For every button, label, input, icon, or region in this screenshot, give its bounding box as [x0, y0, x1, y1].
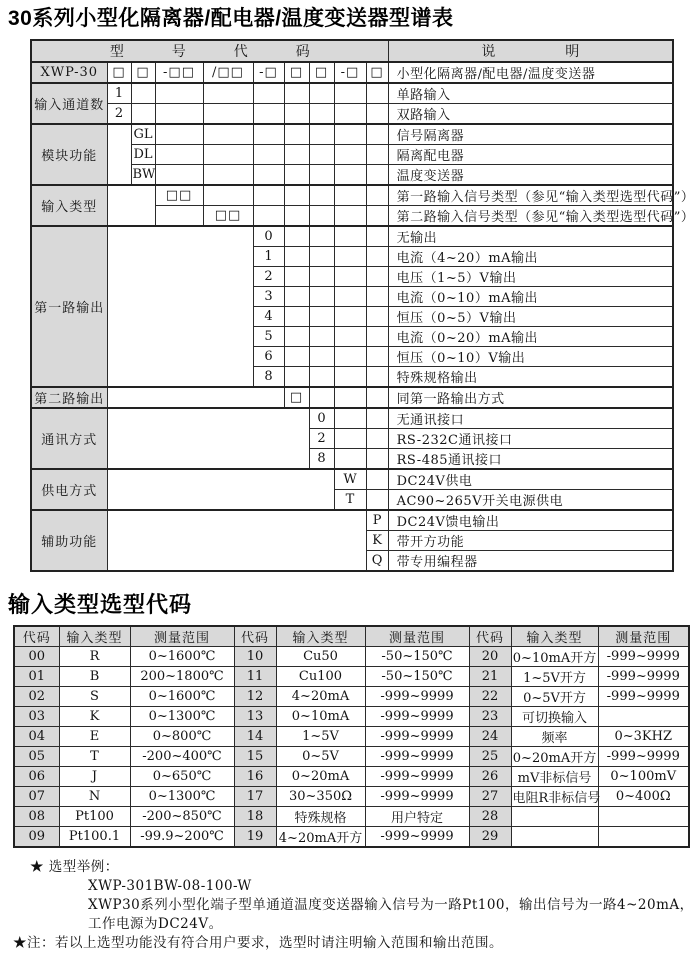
input-type-header: 输入类型	[59, 626, 130, 647]
model-code-header: 型号代码	[31, 40, 388, 62]
empty-cell	[334, 165, 366, 186]
empty-cell	[366, 490, 388, 511]
code-cell: 13	[234, 707, 276, 727]
code-cell: BW	[131, 165, 155, 186]
empty-cell	[253, 83, 284, 104]
empty-cell	[309, 104, 334, 125]
empty-cell	[366, 145, 388, 165]
code-cell: 24	[469, 727, 511, 747]
empty-cell	[309, 347, 334, 367]
code-header: 代码	[14, 626, 59, 647]
input-type-cell: K	[59, 707, 130, 727]
code-cell: 26	[469, 767, 511, 787]
input-type-cell: 0~5V	[276, 747, 365, 767]
code-cell: 2	[107, 104, 131, 125]
code-cell: 20	[469, 647, 511, 667]
code-cell: 08	[14, 807, 59, 827]
star-icon: ★	[30, 859, 44, 875]
example-description-line2: 工作电源为DC24V。	[88, 916, 223, 932]
range-cell: 0~100mV	[598, 767, 689, 787]
empty-cell	[366, 165, 388, 186]
code-cell: 0	[309, 408, 334, 429]
code-cell: 3	[253, 287, 284, 307]
input-type-cell: T	[59, 747, 130, 767]
range-cell: -999~9999	[598, 687, 689, 707]
range-cell: -999~9999	[365, 787, 469, 807]
code-cell: 12	[234, 687, 276, 707]
description-cell: 恒压（0~5）V输出	[388, 307, 673, 327]
range-cell: 0~1600℃	[130, 687, 234, 707]
empty-cell	[284, 206, 309, 227]
range-cell: -50~150℃	[365, 647, 469, 667]
code-cell: K	[366, 531, 388, 551]
range-cell: 0~650℃	[130, 767, 234, 787]
empty-cell	[284, 226, 309, 247]
empty-cell	[334, 449, 366, 470]
empty-cell	[253, 104, 284, 125]
empty-cell	[155, 83, 203, 104]
code-box-cell: -□	[253, 62, 284, 83]
empty-cell	[366, 83, 388, 104]
empty-cell	[366, 287, 388, 307]
empty-cell	[366, 185, 388, 206]
description-cell: 第一路输入信号类型（参见“输入类型选型代码”）	[388, 185, 673, 206]
description-cell: 无通讯接口	[388, 408, 673, 429]
empty-cell	[284, 367, 309, 388]
empty-cell	[334, 145, 366, 165]
empty-cell	[309, 83, 334, 104]
empty-cell	[284, 83, 309, 104]
description-cell: 第二路输入信号类型（参见“输入类型选型代码”）	[388, 206, 673, 227]
lead-empty-cell	[107, 469, 334, 510]
empty-cell	[253, 185, 284, 206]
description-cell: RS-232C通讯接口	[388, 429, 673, 449]
code-box-cell: □	[107, 62, 131, 83]
empty-cell	[366, 247, 388, 267]
description-cell: 电流（0~20）mA输出	[388, 327, 673, 347]
input-type-cell: 0~20mA	[276, 767, 365, 787]
empty-cell	[334, 104, 366, 125]
empty-cell	[309, 247, 334, 267]
empty-cell	[334, 267, 366, 287]
range-cell: -999~9999	[365, 767, 469, 787]
code-cell: T	[334, 490, 366, 511]
description-cell: 电压（1~5）V输出	[388, 267, 673, 287]
input-type-cell: 0~10mA开方	[511, 647, 598, 667]
range-cell: -50~150℃	[365, 667, 469, 687]
empty-cell	[366, 387, 388, 408]
empty-cell	[366, 104, 388, 125]
empty-cell	[309, 267, 334, 287]
model-code-table	[30, 39, 695, 572]
empty-cell	[309, 226, 334, 247]
empty-cell	[284, 124, 309, 145]
code-cell: DL	[131, 145, 155, 165]
empty-cell	[366, 408, 388, 429]
code-box-cell: □	[366, 62, 388, 83]
lead-empty-cell	[107, 226, 253, 387]
description-cell: AC90~265V开关电源供电	[388, 490, 673, 511]
description-header: 说明	[388, 40, 673, 62]
empty-cell	[309, 387, 334, 408]
range-cell: 0~1300℃	[130, 787, 234, 807]
description-cell: 特殊规格输出	[388, 367, 673, 388]
code-cell: GL	[131, 124, 155, 145]
empty-cell	[334, 307, 366, 327]
footnotes	[0, 858, 700, 953]
empty-cell	[203, 124, 253, 145]
empty-cell	[284, 247, 309, 267]
description-cell: 信号隔离器	[388, 124, 673, 145]
code-cell: 23	[469, 707, 511, 727]
range-cell: 0~1600℃	[130, 647, 234, 667]
empty-cell	[366, 449, 388, 470]
lead-empty-cell	[107, 185, 155, 226]
empty-cell	[366, 327, 388, 347]
input-type-cell: 1~5V开方	[511, 667, 598, 687]
range-cell: -999~9999	[598, 747, 689, 767]
description-cell: RS-485通讯接口	[388, 449, 673, 470]
code-box-cell: -□	[334, 62, 366, 83]
input-type-cell	[511, 827, 598, 848]
code-cell: 11	[234, 667, 276, 687]
empty-cell	[284, 307, 309, 327]
description-cell: 隔离配电器	[388, 145, 673, 165]
empty-cell	[284, 327, 309, 347]
input-type-cell: Pt100	[59, 807, 130, 827]
empty-cell	[284, 287, 309, 307]
input-type-cell: R	[59, 647, 130, 667]
code-box-cell: □	[309, 62, 334, 83]
range-cell: -200~850℃	[130, 807, 234, 827]
description-cell: 无输出	[388, 226, 673, 247]
input-type-cell: J	[59, 767, 130, 787]
range-cell: -999~9999	[365, 747, 469, 767]
description-cell: 双路输入	[388, 104, 673, 125]
empty-cell	[334, 124, 366, 145]
code-cell: 05	[14, 747, 59, 767]
range-cell: 200~1800℃	[130, 667, 234, 687]
range-header: 测量范围	[598, 626, 689, 647]
range-cell: -999~9999	[365, 827, 469, 848]
code-cell: 03	[14, 707, 59, 727]
input-type-cell: S	[59, 687, 130, 707]
empty-cell	[284, 347, 309, 367]
code-cell: 17	[234, 787, 276, 807]
code-cell: Q	[366, 551, 388, 572]
empty-cell	[284, 185, 309, 206]
empty-cell	[334, 247, 366, 267]
empty-cell	[203, 165, 253, 186]
empty-cell	[334, 367, 366, 388]
code-cell: 29	[469, 827, 511, 848]
input-type-cell: 30~350Ω	[276, 787, 365, 807]
code-cell: W	[334, 469, 366, 490]
empty-cell	[309, 185, 334, 206]
input-type-code-table	[13, 625, 690, 848]
input-type-cell	[511, 807, 598, 827]
empty-cell	[366, 307, 388, 327]
range-header: 测量范围	[130, 626, 234, 647]
code-cell: □□	[155, 185, 203, 206]
empty-cell	[366, 367, 388, 388]
code-cell: 18	[234, 807, 276, 827]
empty-cell	[253, 206, 284, 227]
code-cell: □□	[203, 206, 253, 227]
empty-cell	[284, 104, 309, 125]
empty-cell	[253, 124, 284, 145]
input-type-cell: 1~5V	[276, 727, 365, 747]
empty-cell	[334, 226, 366, 247]
empty-cell	[366, 226, 388, 247]
lead-empty-cell	[107, 124, 131, 185]
input-type-cell: 频率	[511, 727, 598, 747]
empty-cell	[334, 206, 366, 227]
code-cell: 2	[309, 429, 334, 449]
input-type-cell: 0~5V开方	[511, 687, 598, 707]
range-cell: 0~800℃	[130, 727, 234, 747]
empty-cell	[203, 104, 253, 125]
input-type-cell: 0~10mA	[276, 707, 365, 727]
empty-cell	[334, 287, 366, 307]
range-cell: -999~9999	[598, 667, 689, 687]
code-cell: 00	[14, 647, 59, 667]
code-box-cell: □	[284, 62, 309, 83]
input-type-cell: 电阻R非标信号	[511, 787, 598, 807]
input-type-header: 输入类型	[511, 626, 598, 647]
note-line: ★注：若以上选型功能没有符合用户要求，选型时请注明输入范围和输出范围。	[13, 935, 503, 951]
code-cell: 2	[253, 267, 284, 287]
code-cell: 02	[14, 687, 59, 707]
code-cell: 4	[253, 307, 284, 327]
code-cell: 5	[253, 327, 284, 347]
example-heading	[30, 858, 700, 877]
input-type-cell: 特殊规格	[276, 807, 365, 827]
input-type-cell: B	[59, 667, 130, 687]
input-type-cell: 4~20mA开方	[276, 827, 365, 848]
section-label: 输入类型	[31, 185, 107, 226]
description-cell: 单路输入	[388, 83, 673, 104]
empty-cell	[253, 145, 284, 165]
empty-cell	[334, 347, 366, 367]
empty-cell	[309, 367, 334, 388]
empty-cell	[253, 165, 284, 186]
code-cell: 22	[469, 687, 511, 707]
empty-cell	[309, 287, 334, 307]
empty-cell	[309, 206, 334, 227]
empty-cell	[366, 124, 388, 145]
stair-filler-cell	[155, 206, 203, 227]
lead-empty-cell	[107, 408, 309, 469]
code-header: 代码	[469, 626, 511, 647]
example-model-code: XWP-301BW-08-100-W	[88, 878, 252, 894]
empty-cell	[155, 145, 203, 165]
range-cell: -99.9~200℃	[130, 827, 234, 848]
empty-cell	[131, 104, 155, 125]
code-cell: 04	[14, 727, 59, 747]
section-label: 辅助功能	[31, 510, 107, 571]
description-cell: DC24V馈电输出	[388, 510, 673, 531]
code-cell: 07	[14, 787, 59, 807]
range-cell: -999~9999	[598, 647, 689, 667]
input-type-cell: E	[59, 727, 130, 747]
empty-cell	[334, 429, 366, 449]
empty-cell	[334, 83, 366, 104]
model-prefix: XWP-30	[31, 62, 107, 83]
range-cell: -999~9999	[365, 727, 469, 747]
code-cell: 15	[234, 747, 276, 767]
empty-cell	[284, 267, 309, 287]
code-cell: 21	[469, 667, 511, 687]
page-title: 30系列小型化隔离器/配电器/温度变送器型谱表	[8, 7, 454, 30]
empty-cell	[366, 429, 388, 449]
empty-cell	[309, 327, 334, 347]
empty-cell	[334, 185, 366, 206]
empty-cell	[366, 206, 388, 227]
input-type-cell: 4~20mA	[276, 687, 365, 707]
description-cell: 温度变送器	[388, 165, 673, 186]
empty-cell	[309, 124, 334, 145]
code-cell: 8	[309, 449, 334, 470]
empty-cell	[155, 104, 203, 125]
empty-cell	[155, 124, 203, 145]
input-type-cell: mV非标信号	[511, 767, 598, 787]
section-label: 输入通道数	[31, 83, 107, 124]
empty-cell	[155, 165, 203, 186]
empty-cell	[203, 145, 253, 165]
description-cell: DC24V供电	[388, 469, 673, 490]
range-cell: -999~9999	[365, 687, 469, 707]
section-label: 通讯方式	[31, 408, 107, 469]
code-cell: 19	[234, 827, 276, 848]
code-cell: 01	[14, 667, 59, 687]
section-label: 第二路输出	[31, 387, 107, 408]
description-cell: 带开方功能	[388, 531, 673, 551]
empty-cell	[334, 408, 366, 429]
input-type-cell: 可切换输入	[511, 707, 598, 727]
empty-cell	[309, 165, 334, 186]
range-cell: 0~1300℃	[130, 707, 234, 727]
code-box-cell: -□□	[155, 62, 203, 83]
description-cell: 同第一路输出方式	[388, 387, 673, 408]
range-cell	[598, 827, 689, 848]
description-cell: 电流（4~20）mA输出	[388, 247, 673, 267]
range-cell: -200~400℃	[130, 747, 234, 767]
lead-empty-cell	[107, 387, 284, 408]
empty-cell	[309, 145, 334, 165]
code-header: 代码	[234, 626, 276, 647]
section-label: 第一路输出	[31, 226, 107, 387]
code-box-cell: □	[131, 62, 155, 83]
example-description-line1: XWP30系列小型化端子型单通道温度变送器输入信号为一路Pt100，输出信号为一路4~20mA，	[88, 897, 694, 913]
empty-cell	[366, 267, 388, 287]
code-cell: 6	[253, 347, 284, 367]
range-cell: 0~400Ω	[598, 787, 689, 807]
description-cell: 带专用编程器	[388, 551, 673, 572]
range-cell: 0~3KHZ	[598, 727, 689, 747]
input-type-header: 输入类型	[276, 626, 365, 647]
range-cell: -999~9999	[365, 707, 469, 727]
range-cell: 用户特定	[365, 807, 469, 827]
code-cell: 8	[253, 367, 284, 388]
code-cell: 28	[469, 807, 511, 827]
section-label: 模块功能	[31, 124, 107, 185]
code-cell: 1	[253, 247, 284, 267]
input-type-cell: Cu100	[276, 667, 365, 687]
input-code-table-title: 输入类型选型代码	[8, 592, 193, 617]
empty-cell	[334, 387, 366, 408]
code-cell: 27	[469, 787, 511, 807]
code-cell: □	[284, 387, 309, 408]
description-cell: 电流（0~10）mA输出	[388, 287, 673, 307]
code-cell: 14	[234, 727, 276, 747]
empty-cell	[309, 307, 334, 327]
example-label: 选型举例：	[48, 859, 119, 875]
input-type-cell: N	[59, 787, 130, 807]
range-cell	[598, 707, 689, 727]
input-type-cell: 0~20mA开方	[511, 747, 598, 767]
empty-cell	[284, 165, 309, 186]
lead-empty-cell	[107, 510, 366, 571]
empty-cell	[366, 347, 388, 367]
code-cell: 10	[234, 647, 276, 667]
input-type-cell: Cu50	[276, 647, 365, 667]
empty-cell	[366, 469, 388, 490]
code-cell: 1	[107, 83, 131, 104]
empty-cell	[284, 145, 309, 165]
code-box-cell: /□□	[203, 62, 253, 83]
description-cell: 恒压（0~10）V输出	[388, 347, 673, 367]
code-cell: 0	[253, 226, 284, 247]
code-cell: 06	[14, 767, 59, 787]
empty-cell	[203, 83, 253, 104]
range-header: 测量范围	[365, 626, 469, 647]
code-cell: 09	[14, 827, 59, 848]
range-cell	[598, 807, 689, 827]
section-label: 供电方式	[31, 469, 107, 510]
empty-cell	[334, 327, 366, 347]
datasheet-page	[0, 6, 700, 951]
code-cell: 16	[234, 767, 276, 787]
empty-cell	[203, 185, 253, 206]
empty-cell	[131, 83, 155, 104]
input-type-cell: Pt100.1	[59, 827, 130, 848]
description-cell: 小型化隔离器/配电器/温度变送器	[388, 62, 673, 83]
code-cell: 25	[469, 747, 511, 767]
code-cell: P	[366, 510, 388, 531]
